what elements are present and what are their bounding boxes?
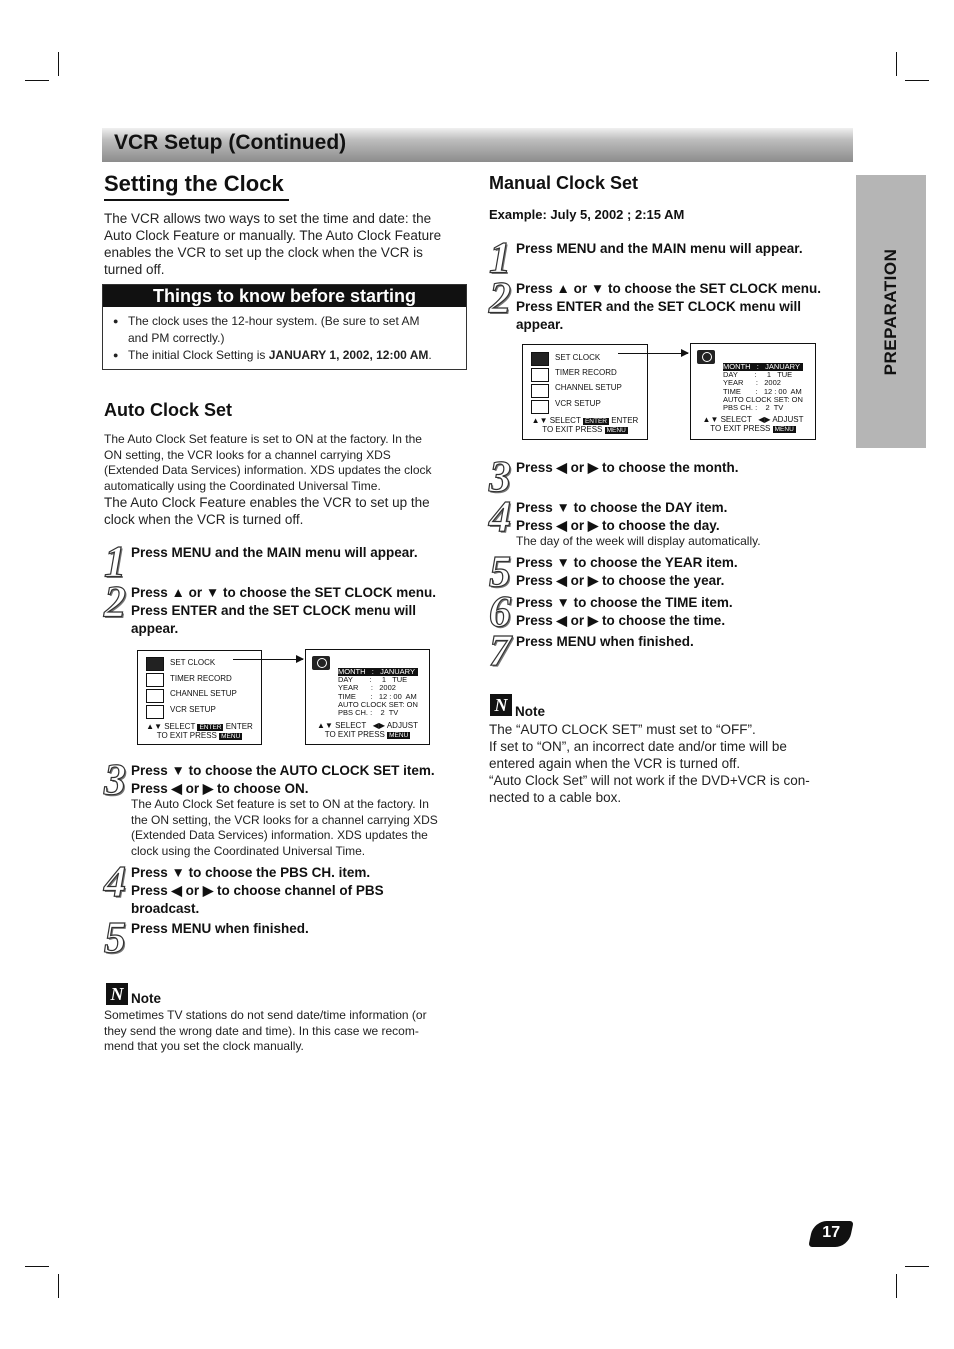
setting-clock-title: Setting the Clock bbox=[104, 171, 284, 196]
step-number: 4 bbox=[104, 857, 126, 906]
osd-arrow bbox=[618, 353, 688, 354]
step-text: Press ▲ or ▼ to choose the SET CLOCK menu. Press ENTER and the SET CLOCK menu will appear. bbox=[516, 281, 822, 332]
note-label: Note bbox=[515, 704, 545, 719]
auto-clock-para1: The Auto Clock Set feature is set to ON at the factory. In the ON setting, the VCR looks for a channel carrying XDS (Extended Data Services) information. XDS updates the clock automatically using the Coordinated Universal Time. bbox=[104, 432, 432, 493]
clock-icon bbox=[146, 657, 164, 671]
title-underline bbox=[104, 199, 289, 201]
vcr-icon bbox=[146, 705, 164, 719]
things-to-know-title: Things to know before starting bbox=[103, 285, 466, 307]
step-number: 2 bbox=[489, 273, 511, 322]
step-number: 4 bbox=[489, 492, 511, 541]
step-text: Press MENU and the MAIN menu will appear. bbox=[516, 241, 803, 256]
timer-record-icon bbox=[531, 368, 549, 382]
section-header-bar bbox=[102, 128, 853, 162]
osd-arrow bbox=[233, 659, 303, 660]
step-number: 5 bbox=[489, 547, 511, 596]
step-subtext: The day of the week will display automatically. bbox=[516, 534, 761, 548]
crop-mark bbox=[905, 80, 929, 81]
things-item: ● The clock uses the 12-hour system. (Be sure to set AM and PM correctly.) bbox=[113, 313, 458, 347]
step-number: 6 bbox=[489, 587, 511, 636]
side-tab-label: PREPARATION bbox=[881, 248, 900, 375]
step-text: Press ▼ to choose the DAY item. Press ◀ or ▶ to choose the day. bbox=[516, 500, 728, 533]
clock-icon bbox=[697, 350, 715, 364]
setting-clock-intro: The VCR allows two ways to set the time and date: the Auto Clock Feature or manually. The Auto Clock Feature enables the VCR to set up the clock when the VCR is turned off. bbox=[104, 211, 442, 277]
step-number: 3 bbox=[104, 755, 126, 804]
channel-icon bbox=[146, 689, 164, 703]
crop-mark bbox=[905, 1266, 929, 1267]
note-icon: N bbox=[490, 694, 512, 716]
step-text: Press ▲ or ▼ to choose the SET CLOCK menu. Press ENTER and the SET CLOCK menu will appear. bbox=[131, 585, 437, 636]
step-text: Press MENU and the MAIN menu will appear. bbox=[131, 545, 418, 560]
step-number: 2 bbox=[104, 577, 126, 626]
things-to-know-box bbox=[102, 284, 467, 370]
note-text: Sometimes TV stations do not send date/time information (or they send the wrong date and time). In this case we recom- mend that you set the clock manually. bbox=[104, 1008, 427, 1053]
crop-mark bbox=[58, 1274, 59, 1298]
step-text: Press MENU when finished. bbox=[516, 634, 694, 649]
step-text: Press ▼ to choose the PBS CH. item. Press ◀ or ▶ to choose channel of PBS broadcast. bbox=[131, 865, 384, 916]
vcr-icon bbox=[531, 400, 549, 414]
clock-icon bbox=[531, 352, 549, 366]
note-icon: N bbox=[106, 983, 128, 1005]
manual-clock-example: Example: July 5, 2002 ; 2:15 AM bbox=[489, 207, 685, 222]
crop-mark bbox=[896, 1274, 897, 1298]
osd-set-clock-menu: MONTH : JANUARY DAY : 1 TUE YEAR : 2002 TIME : 12 : 00 AM AUTO CLOCK SET: ON PBS CH. : 2 TV ▲▼ SELECT ◀▶ ADJUST TO EXIT PRESS MENU bbox=[305, 649, 430, 745]
step-number: 1 bbox=[489, 233, 511, 282]
crop-mark bbox=[25, 1266, 49, 1267]
note-text: The “AUTO CLOCK SET” must set to “OFF”. If set to “ON”, an incorrect date and/or time will be entered again when the VCR is turned off. “Auto Clock Set” will not work if the DVD+VCR is con- nected to a cable box. bbox=[489, 722, 810, 805]
timer-record-icon bbox=[146, 673, 164, 687]
side-tab bbox=[856, 175, 926, 448]
clock-icon bbox=[312, 656, 330, 670]
crop-mark bbox=[25, 80, 49, 81]
osd-main-menu: SET CLOCK TIMER RECORD CHANNEL SETUP VCR SETUP ▲▼ SELECT ENTER ENTER TO EXIT PRESS MENU bbox=[137, 650, 262, 745]
note-label: Note bbox=[131, 991, 161, 1006]
step-number: 5 bbox=[104, 913, 126, 962]
step-number: 1 bbox=[104, 537, 126, 586]
auto-clock-title: Auto Clock Set bbox=[104, 400, 233, 420]
step-number: 7 bbox=[489, 626, 511, 675]
step-text: Press ▼ to choose the TIME item. Press ◀ or ▶ to choose the time. bbox=[516, 595, 733, 628]
step-text: Press ▼ to choose the YEAR item. Press ◀ or ▶ to choose the year. bbox=[516, 555, 738, 588]
page-number: 17 bbox=[822, 1224, 841, 1241]
step-text: Press MENU when finished. bbox=[131, 921, 309, 936]
manual-clock-title: Manual Clock Set bbox=[489, 173, 639, 193]
osd-main-menu: SET CLOCK TIMER RECORD CHANNEL SETUP VCR SETUP ▲▼ SELECT ENTER ENTER TO EXIT PRESS MENU bbox=[522, 344, 648, 440]
section-title: VCR Setup (Continued) bbox=[114, 131, 347, 154]
step-number: 3 bbox=[489, 452, 511, 501]
osd-set-clock-menu: MONTH : JANUARY DAY : 1 TUE YEAR : 2002 TIME : 12 : 00 AM AUTO CLOCK SET: ON PBS CH. : 2 TV ▲▼ SELECT ◀▶ ADJUST TO EXIT PRESS MENU bbox=[690, 343, 816, 440]
step-text: Press ◀ or ▶ to choose the month. bbox=[516, 460, 739, 475]
channel-icon bbox=[531, 384, 549, 398]
crop-mark bbox=[58, 52, 59, 76]
crop-mark bbox=[896, 52, 897, 76]
auto-clock-para2: The Auto Clock Feature enables the VCR to set up the clock when the VCR is turned off. bbox=[104, 495, 430, 527]
things-item: ● The initial Clock Setting is JANUARY 1, 2002, 12:00 AM. bbox=[113, 347, 458, 364]
page-number-badge bbox=[808, 1221, 854, 1247]
step-subtext: The Auto Clock Set feature is set to ON at the factory. In the ON setting, the VCR looks for a channel carrying XDS (Extended Data Services) information. XDS updates the clock using the Coordinated Universal Time. bbox=[131, 797, 438, 858]
step-text: Press ▼ to choose the AUTO CLOCK SET item. Press ◀ or ▶ to choose ON. bbox=[131, 763, 435, 796]
